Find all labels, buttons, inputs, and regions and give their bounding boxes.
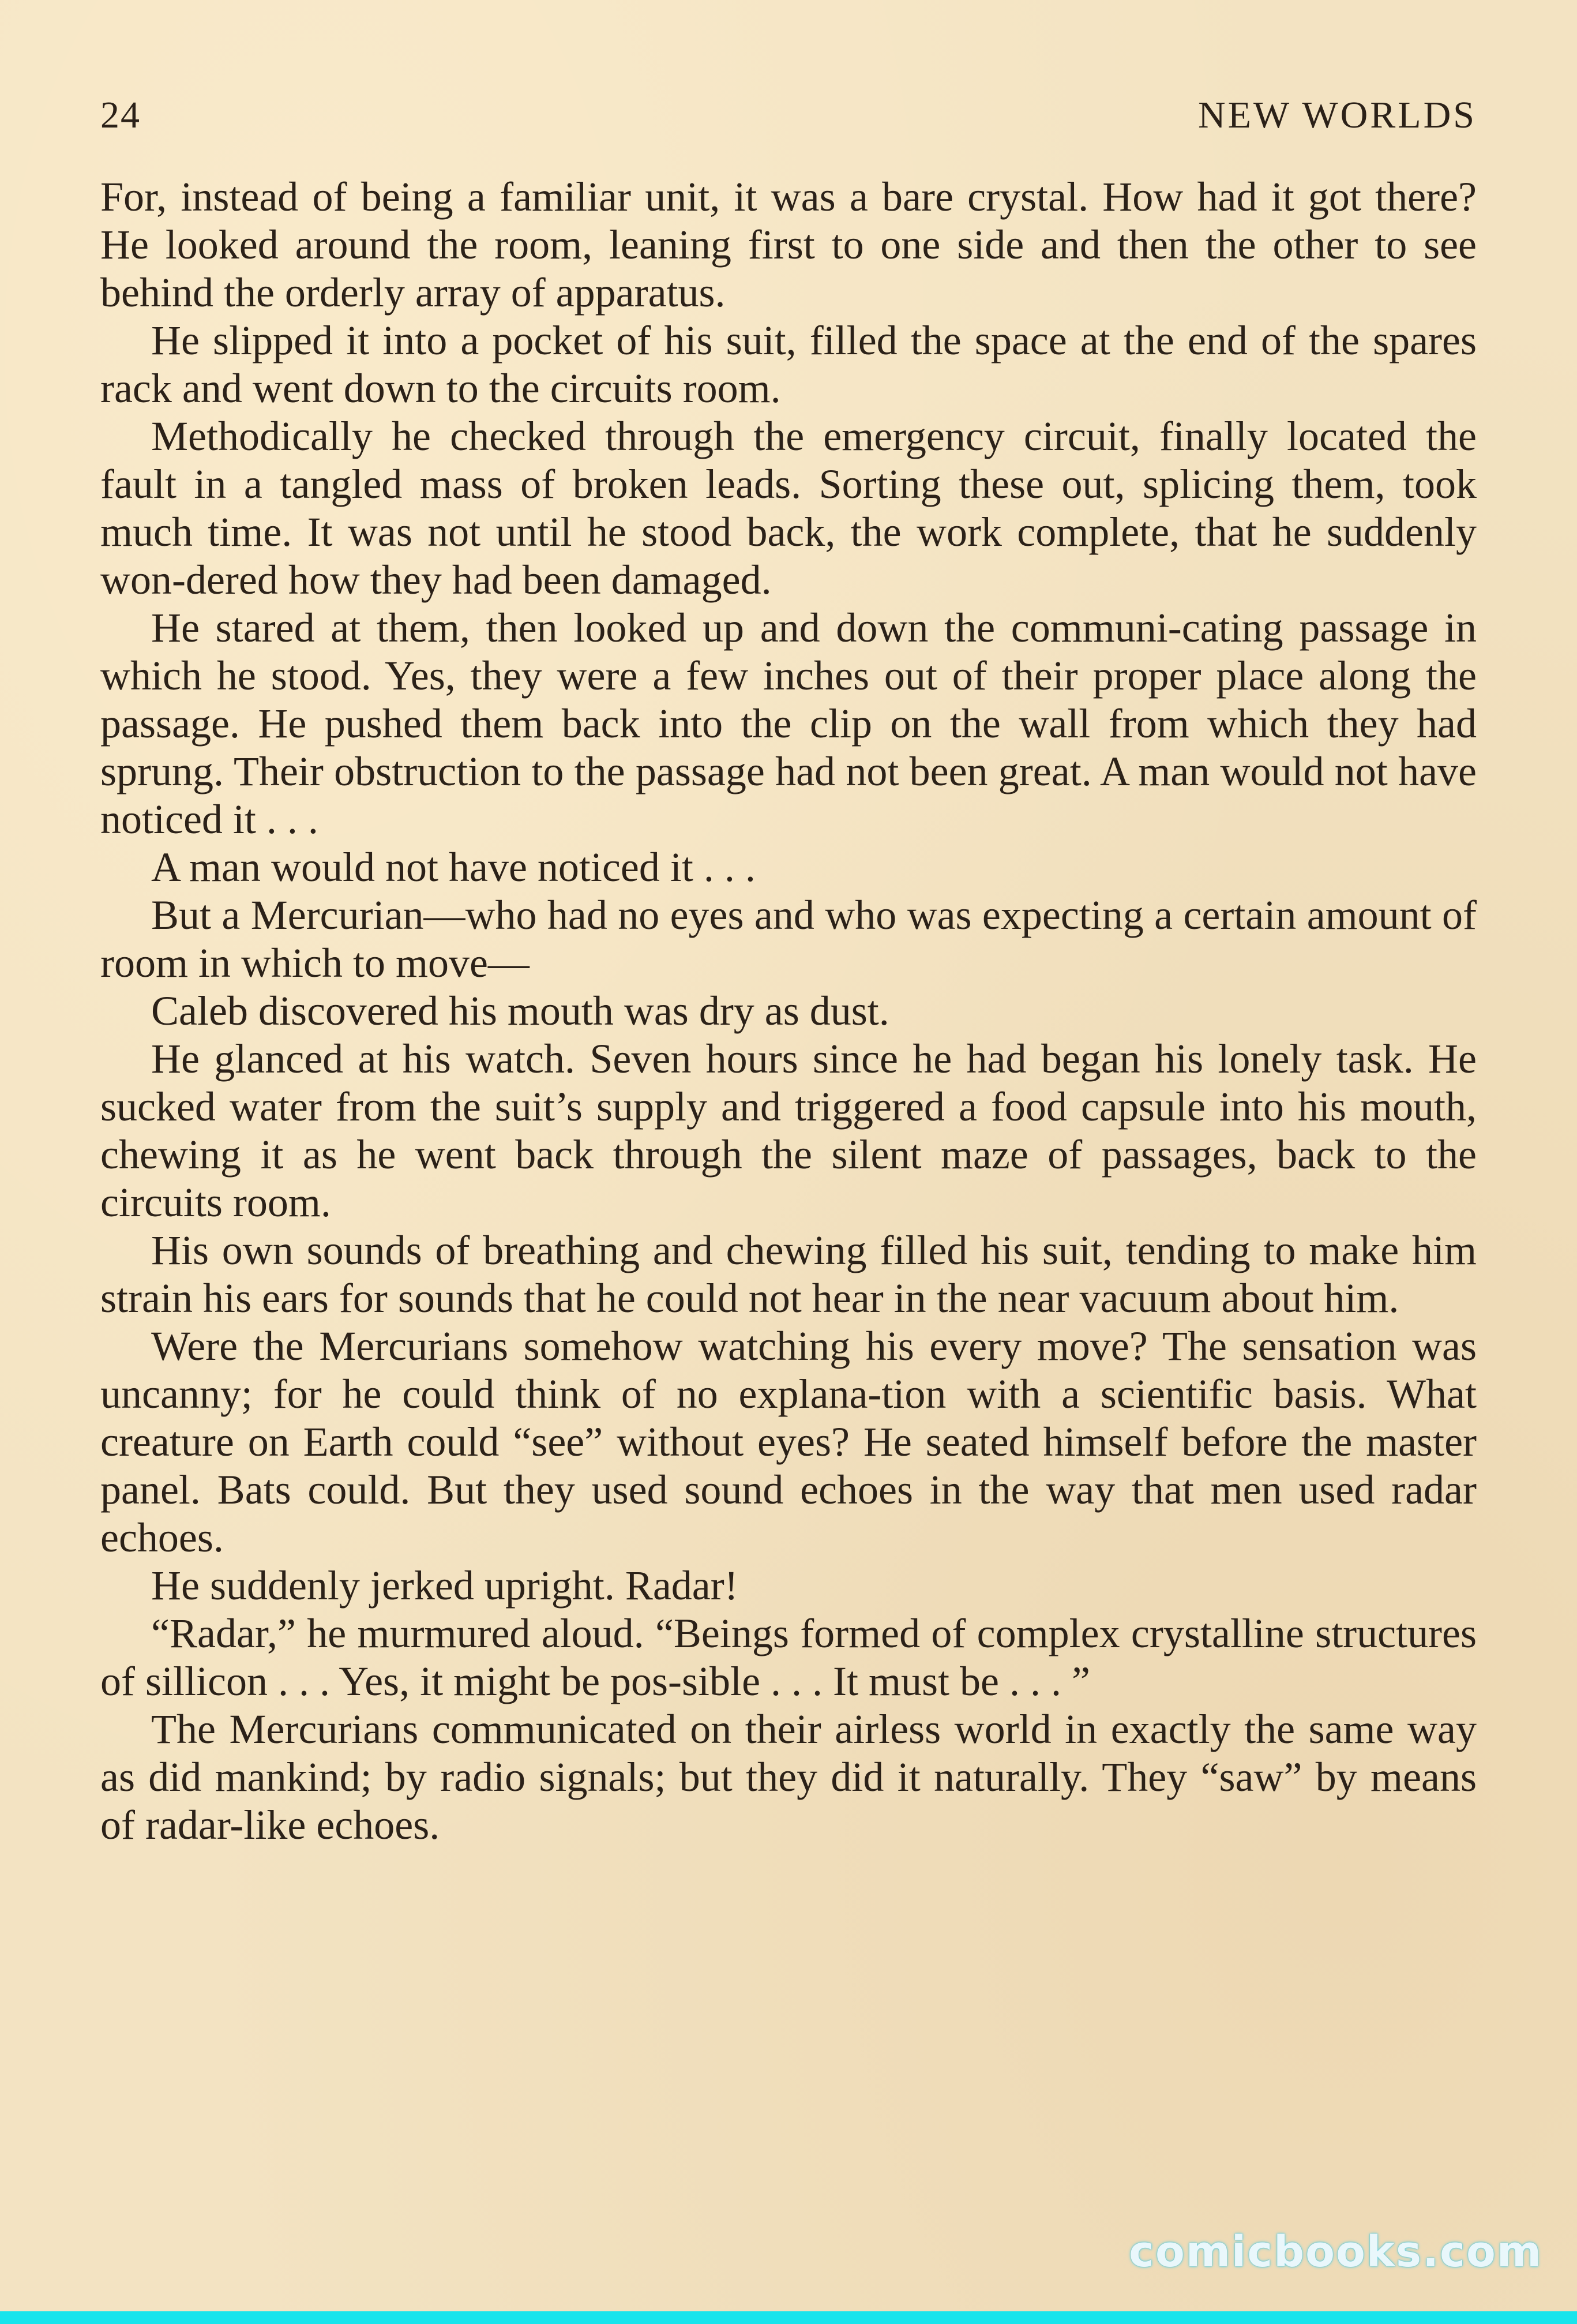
- paragraph: He glanced at his watch. Seven hours since he had began his lonely task. He sucked water from the suit’s supply and triggered a food capsule into his mouth, chewing it as he went back through the silent maze of passages, back to the circuits room.: [100, 1036, 1477, 1225]
- paragraph: He slipped it into a pocket of his suit, filled the space at the end of the spares rack and went down to the circuits room.: [100, 317, 1477, 411]
- watermark: comicbooks.com: [1129, 2227, 1542, 2277]
- running-head: [100, 92, 1477, 138]
- body-text: [100, 173, 1477, 1849]
- paragraph: Were the Mercurians somehow watching his every move? The sensation was uncanny; for he could think of no explana-tion with a scientific basis. What creature on Earth could “see” without eyes? He seated himself before the master panel. Bats could. But they used sound echoes in the way that men used radar echoes.: [100, 1323, 1477, 1561]
- page-number: 24: [100, 94, 141, 136]
- paragraph: Methodically he checked through the emergency circuit, finally located the fault in a tangled mass of broken leads. Sorting these out, splicing them, took much time. It was not until he stood back, the work complete, that he suddenly won-dered how they had been damaged.: [100, 413, 1477, 603]
- paragraph: “Radar,” he murmured aloud. “Beings formed of complex crystalline structures of sillicon . . . Yes, it might be pos-sible . . . It must be . . . ”: [100, 1610, 1477, 1704]
- bottom-bar: [0, 2311, 1577, 2324]
- paragraph: A man would not have noticed it . . .: [151, 844, 756, 890]
- paragraph: His own sounds of breathing and chewing filled his suit, tending to make him strain his ears for sounds that he could not hear in the near vacuum about him.: [100, 1227, 1477, 1321]
- running-title: NEW WORLDS: [1197, 94, 1477, 136]
- paragraph: But a Mercurian—who had no eyes and who was expecting a certain amount of room in which to move—: [100, 892, 1477, 986]
- paragraph: He stared at them, then looked up and down the communi-cating passage in which he stood. Yes, they were a few inches out of their proper place along the passage. He pushed them back into the clip on the wall from which they had sprung. Their obstruction to the passage had not been great. A man would not have noticed it . . .: [100, 605, 1477, 842]
- paragraph: He suddenly jerked upright. Radar!: [151, 1562, 738, 1609]
- paragraph: For, instead of being a familiar unit, it was a bare crystal. How had it got there? He looked around the room, leaning first to one side and then the other to see behind the orderly array of apparatus.: [100, 174, 1477, 316]
- paragraph: The Mercurians communicated on their airless world in exactly the same way as did mankind; by radio signals; but they did it naturally. They “saw” by means of radar-like echoes.: [100, 1706, 1477, 1848]
- paragraph: Caleb discovered his mouth was dry as dust.: [151, 988, 889, 1034]
